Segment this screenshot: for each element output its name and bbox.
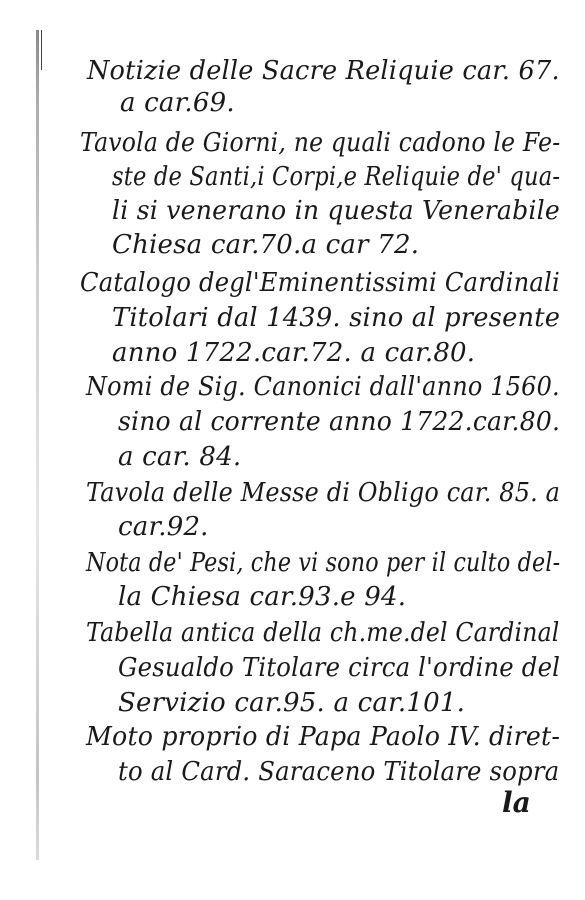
entry-line: a car.69. (120, 88, 235, 118)
page-edge-shadow (36, 30, 39, 860)
entry-line: li si venerano in questa Venerabile (112, 196, 560, 226)
entry-line: anno 1722.car.72. a car.80. (112, 338, 476, 368)
entry-line: sino al corrente anno 1722.car.80. (118, 407, 561, 437)
entry-line: la Chiesa car.93.e 94. (118, 582, 407, 612)
entry-line: Nota de' Pesi, che vi sono per il culto del- (86, 548, 561, 578)
entry-line: to al Card. Saraceno Titolare sopra (118, 757, 560, 787)
entry-line: Chiesa car.70.a car 72. (112, 230, 420, 260)
entry-line: Tavola de Giorni, ne quali cadono le Fe- (80, 128, 561, 158)
entry-line: Moto proprio di Papa Paolo IV. diret- (86, 722, 561, 752)
entry-line: Nomi de Sig. Canonici dall'anno 1560. (86, 372, 560, 402)
entry-line: Tabella antica della ch.me.del Cardinal (86, 618, 560, 648)
entry-line: Notizie delle Sacre Reliquie car. 67. (87, 56, 560, 86)
entry-line: ste de Santi,i Corpi,e Reliquie de' qua- (112, 162, 561, 192)
entry-line: Tavola delle Messe di Obligo car. 85. a (86, 478, 561, 508)
catchword: la (502, 786, 531, 819)
entry-line: Catalogo degl'Eminentissimi Cardinali (80, 268, 560, 298)
entry-line: a car. 84. (118, 442, 242, 472)
entry-line: Servizio car.95. a car.101. (118, 688, 466, 718)
entry-line: car.92. (118, 512, 209, 542)
entry-line: Gesualdo Titolare circa l'ordine del (118, 653, 561, 683)
entry-line: Titolari dal 1439. sino al presente (112, 303, 561, 333)
page-edge-mark (41, 30, 42, 70)
